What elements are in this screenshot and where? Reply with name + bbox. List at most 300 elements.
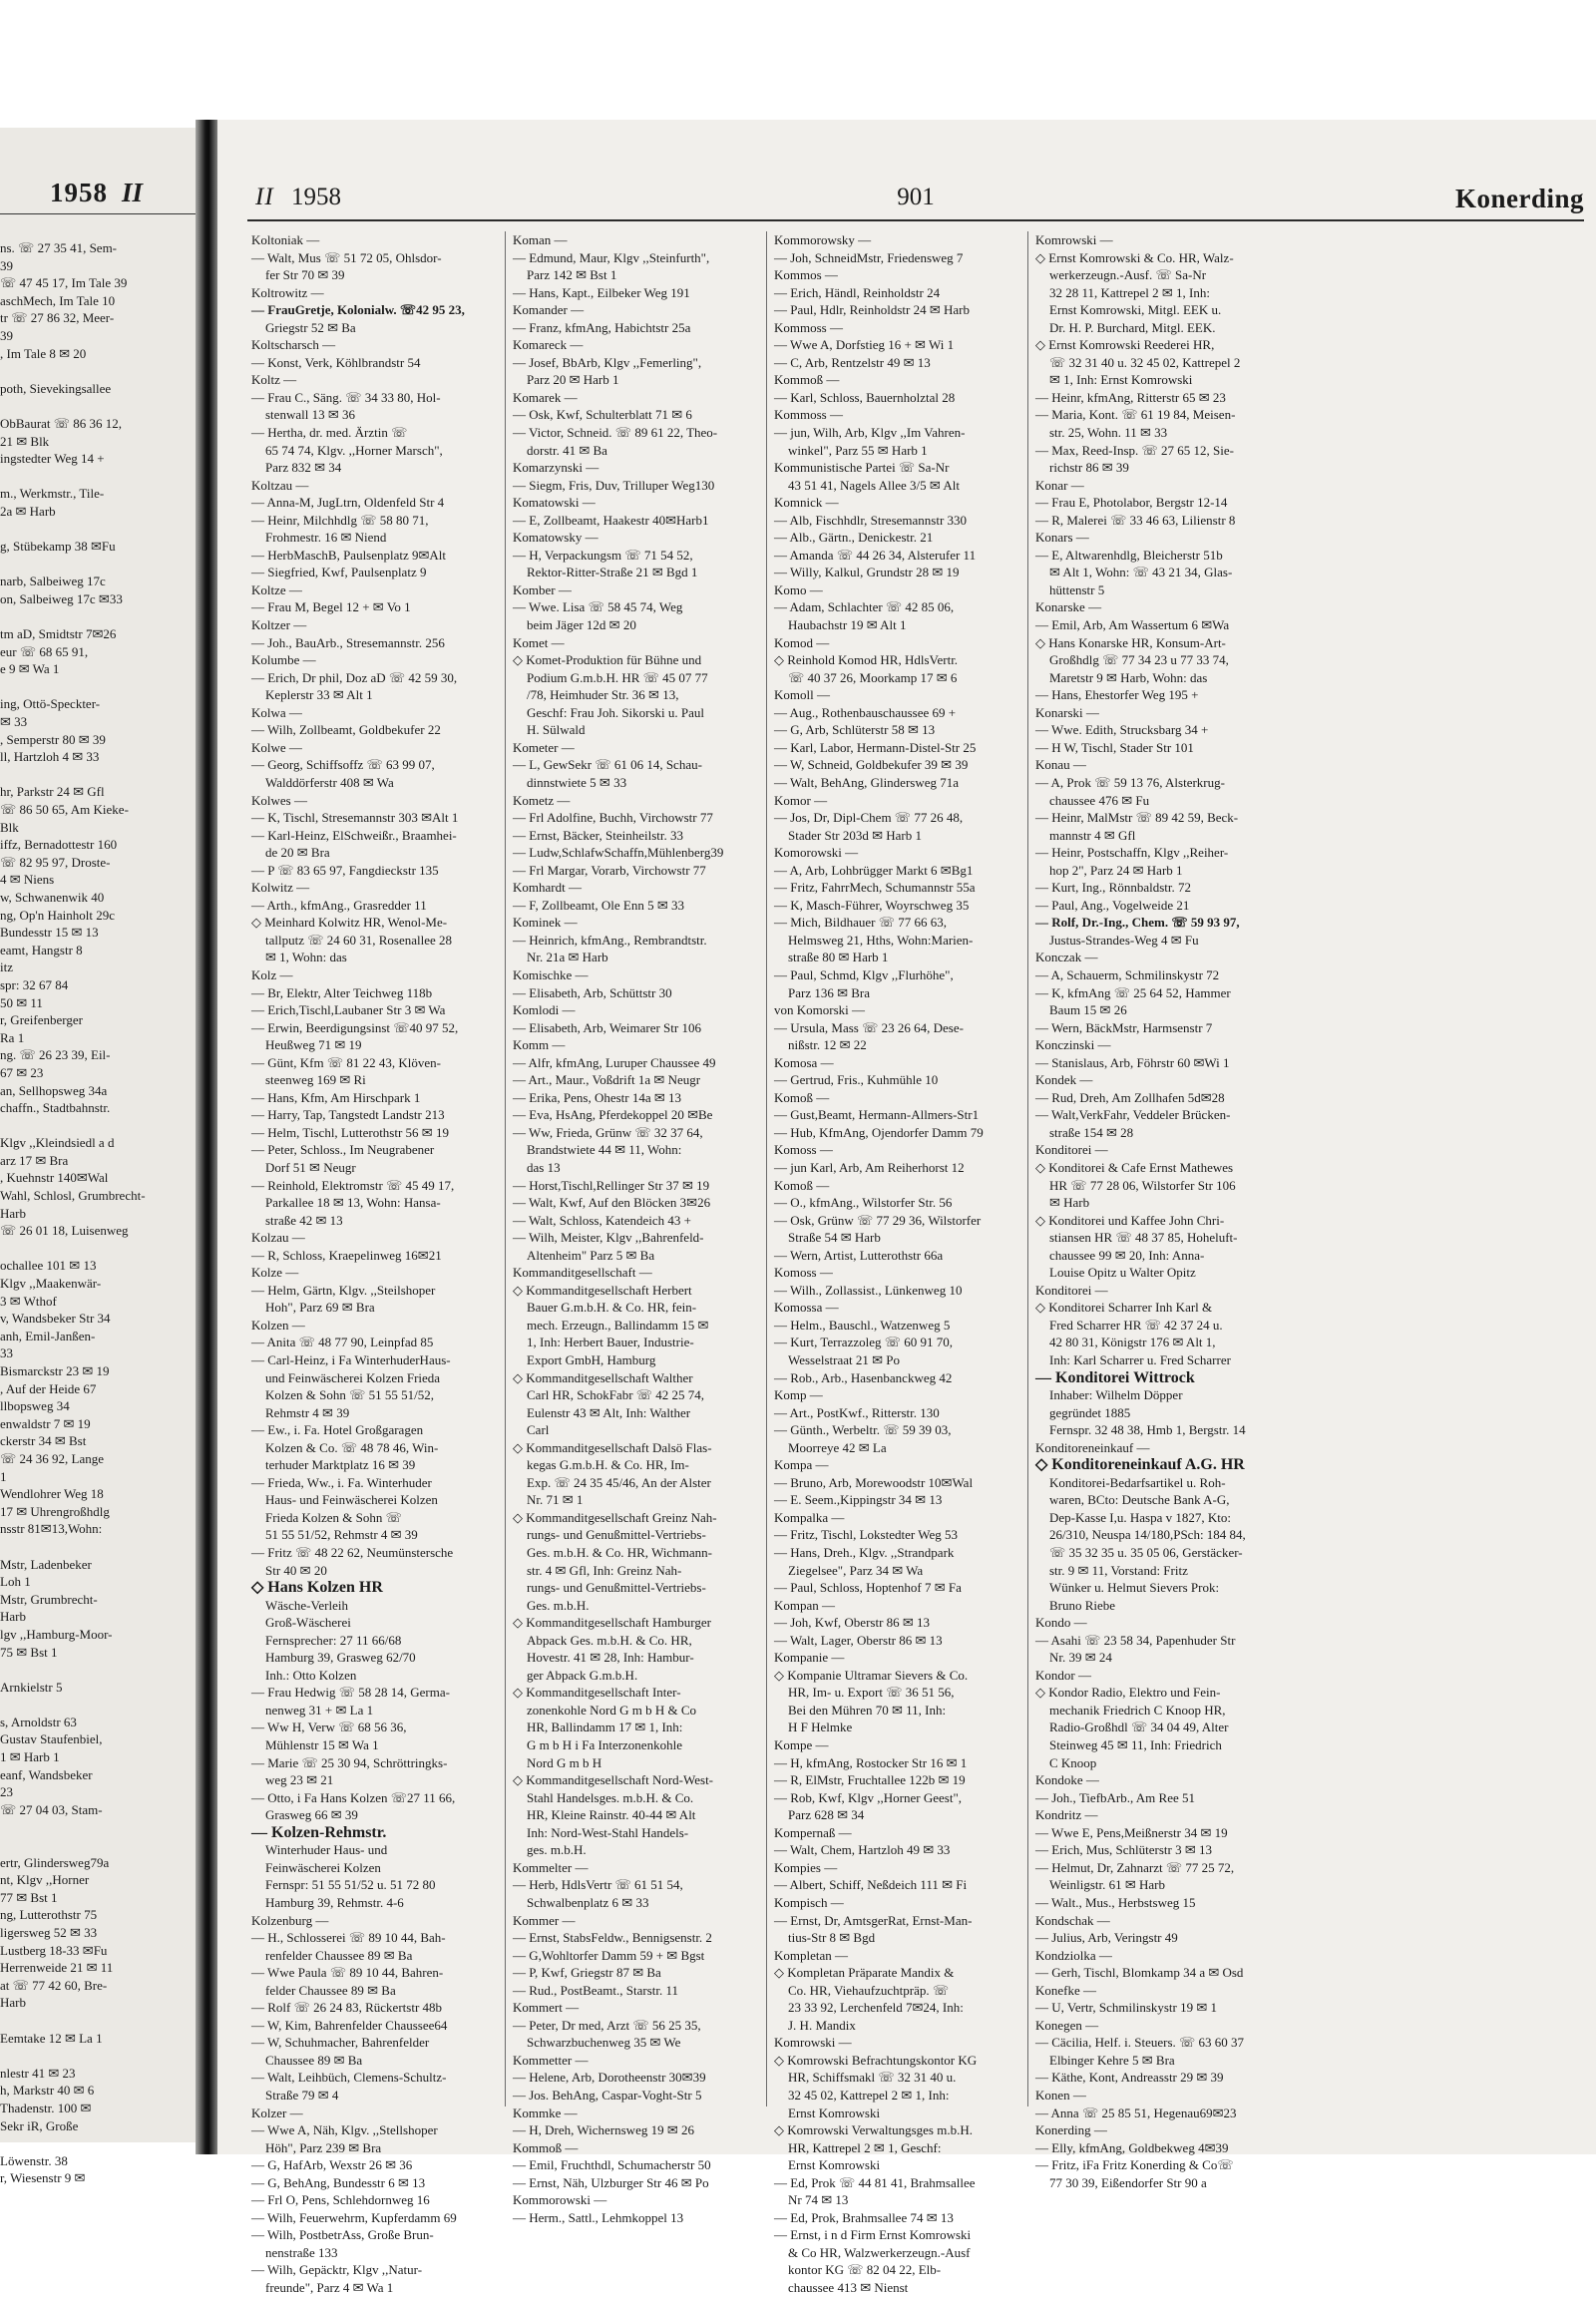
directory-entry-line: Wäsche-Verleih [265, 1597, 349, 1613]
directory-heading: Konerding — [1035, 2122, 1107, 2138]
directory-entry-line: winkel", Parz 55 ✉ Harb 1 [788, 442, 928, 458]
previous-page-line: lgv ,,Hamburg-Moor- [0, 1626, 113, 1642]
previous-page-line: ingstedter Weg 14 + [0, 451, 105, 467]
directory-entry-line: HR ☏ 77 28 06, Wilstorfer Str 106 [1049, 1177, 1236, 1193]
directory-entry-line: Nr. 21a ✉ Harb [527, 950, 608, 965]
directory-entry-line: — Ernst, Bäcker, Steinheilstr. 33 [513, 827, 683, 843]
directory-entry-line: — Gertrud, Fris., Kuhmühle 10 [774, 1072, 939, 1088]
directory-entry-line: de 20 ✉ Bra [265, 845, 330, 861]
directory-entry-line: Grasweg 66 ✉ 39 [265, 1807, 358, 1823]
previous-page-line [0, 607, 196, 625]
directory-columns [251, 231, 1588, 2295]
directory-entry-line: — Asahi ☏ 23 58 34, Papenhuder Str [1035, 1632, 1236, 1648]
previous-page-line: Mstr, Ladenbeker [0, 1556, 92, 1572]
previous-page-line: , Auf der Heide 67 [0, 1380, 97, 1396]
directory-entry-line: — Frl Margar, Vorarb, Virchowstr 77 [513, 862, 706, 878]
previous-page-line [0, 1240, 196, 1258]
directory-heading: Konditorei — [1035, 1142, 1108, 1158]
directory-heading: Konars — [1035, 530, 1089, 546]
previous-page-line: on, Salbeiweg 17c ✉33 [0, 590, 123, 606]
directory-entry-line: Inhaber: Wilhelm Döpper [1049, 1387, 1183, 1403]
directory-entry-line: — Kurt, Terrazzoleg ☏ 60 91 70, [774, 1335, 954, 1350]
directory-heading: Konarske — [1035, 599, 1102, 615]
directory-entry-line: ✉ Alt 1, Wohn: ☏ 43 21 34, Glas- [1049, 565, 1233, 580]
directory-entry-line: — jun Karl, Arb, Am Reiherhorst 12 [774, 1159, 965, 1175]
directory-heading: Komorowski — [774, 845, 859, 861]
directory-entry-line: — Hub, KfmAng, Ojendorfer Damm 79 [774, 1124, 984, 1140]
directory-entry-line: — Rolf, Dr.-Ing., Chem. ☏ 59 93 97, [1035, 915, 1240, 931]
directory-entry-line: Fernsprecher: 27 11 66/68 [265, 1632, 402, 1648]
directory-entry-line: Podium G.m.b.H. HR ☏ 45 07 77 [527, 669, 708, 685]
directory-entry-line: Export GmbH, Hamburg [527, 1352, 656, 1367]
directory-heading: Kometz — [513, 792, 571, 808]
previous-page-line: iffz, Bernadottestr 160 [0, 837, 118, 853]
directory-heading: Komoll — [774, 687, 830, 703]
previous-page-line [0, 521, 196, 539]
directory-column-4 [1035, 231, 1285, 2190]
directory-entry-line: ◇ Reinhold Komod HR, HdlsVertr. [774, 652, 959, 668]
directory-entry-line: — Aug., Rothenbauschaussee 69 + [774, 704, 957, 720]
previous-page-line: h, Markstr 40 ✉ 6 [0, 2083, 95, 2099]
previous-page-line [0, 1661, 196, 1679]
directory-heading: Kommoß — [774, 372, 840, 388]
previous-page-line: v, Wandsbeker Str 34 [0, 1311, 111, 1327]
previous-page-line: tm aD, Smidtstr 7✉26 [0, 626, 117, 642]
directory-heading: Kolzau — [251, 1230, 305, 1246]
directory-entry-line: Groß-Wäscherei [265, 1615, 351, 1631]
directory-entry-line: — HerbMaschB, Paulsenplatz 9✉Alt [251, 547, 447, 563]
previous-page-line [0, 1696, 196, 1714]
previous-page-line: w, Schwanenwik 40 [0, 889, 105, 905]
directory-entry-line: — Rud., PostBeamt., Starstr. 11 [513, 1982, 678, 1998]
directory-heading: Kommert — [513, 2000, 580, 2016]
directory-entry-line: — Erika, Pens, Ohestr 14a ✉ 13 [513, 1089, 682, 1105]
directory-entry-line: Parkallee 18 ✉ 13, Wohn: Hansa- [265, 1195, 441, 1211]
directory-heading: Koltscharsch — [251, 337, 336, 353]
directory-entry-line: tallputz ☏ 24 60 31, Rosenallee 28 [265, 932, 453, 948]
directory-entry-line: — Helm, Gärtn, Klgv. ,,Steilshoper [251, 1282, 436, 1298]
directory-entry-line: — Frl Adolfine, Buchh, Virchowstr 77 [513, 810, 713, 826]
directory-entry-line: 77 30 39, Eißendorfer Str 90 a [1049, 2174, 1207, 2190]
directory-entry-line: — Hans, Kapt., Eilbeker Weg 191 [513, 284, 690, 300]
directory-entry-line: Ges. m.b.H. & Co. HR, Wichmann- [527, 1545, 712, 1561]
directory-entry-line: — Walt, Mus ☏ 51 72 05, Ohlsdor- [251, 249, 442, 265]
directory-entry-line: Straße 54 ✉ Harb [788, 1230, 881, 1246]
directory-entry-line: Nord G m b H [527, 1754, 602, 1770]
directory-entry-line: — Elisabeth, Arb, Schüttstr 30 [513, 984, 672, 1000]
previous-page-line: ng, Op'n Hainholt 29c [0, 907, 115, 923]
directory-entry-line: Altenheim" Parz 5 ✉ Ba [527, 1247, 655, 1263]
previous-page-line: Wahl, Schlosl, Grumbrecht- [0, 1188, 146, 1204]
previous-page-line: ckerstr 34 ✉ Bst [0, 1433, 87, 1449]
directory-heading: Kompisch — [774, 1894, 844, 1910]
directory-entry-line: Parz 136 ✉ Bra [788, 984, 871, 1000]
directory-entry-line: Ges. m.b.H. [527, 1597, 590, 1613]
directory-entry-line: — Paul, Schloss, Hoptenhof 7 ✉ Fa [774, 1580, 962, 1596]
directory-entry-line: — Walt, Chem, Hartzloh 49 ✉ 33 [774, 1842, 951, 1858]
directory-entry-line: — Elly, kfmAng, Goldbekweg 4✉39 [1035, 2139, 1229, 2155]
directory-entry-line: — Paul, Ang., Vogelweide 21 [1035, 897, 1190, 913]
previous-page-line: Löwenstr. 38 [0, 2152, 68, 2168]
previous-page-line: ing, Ottö-Speckter- [0, 696, 101, 712]
directory-entry-line: mannstr 4 ✉ Gfl [1049, 827, 1136, 843]
directory-heading: Kommelter — [513, 1859, 589, 1875]
directory-entry-line: — Wwe. Edith, Strucksbarg 34 + [1035, 722, 1209, 738]
directory-entry-line: straße 80 ✉ Harb 1 [788, 950, 889, 965]
directory-entry-line: dinnstwiete 5 ✉ 33 [527, 774, 627, 790]
directory-heading: Kompalka — [774, 1509, 845, 1525]
previous-page-line: 2a ✉ Harb [0, 503, 56, 519]
directory-entry-line: Parz 20 ✉ Harb 1 [527, 372, 619, 388]
directory-entry-line: Höh", Parz 239 ✉ Bra [265, 2139, 382, 2155]
directory-entry-line: Ernst Komrowski [788, 2105, 881, 2120]
directory-heading: Konditorei — [1035, 1282, 1108, 1298]
directory-entry-line: nenstraße 133 [265, 2244, 338, 2260]
directory-entry-line: — U, Vertr, Schmilinskystr 19 ✉ 1 [1035, 2000, 1218, 2016]
directory-entry-line: kegas G.m.b.H. & Co. HR, Im- [527, 1457, 689, 1473]
directory-entry-line: — E, Altwarenhdlg, Bleicherstr 51b [1035, 547, 1223, 563]
directory-entry-line: Stahl Handelsges. m.b.H. & Co. [527, 1789, 694, 1805]
directory-entry-line: H F Helmke [788, 1720, 853, 1735]
directory-entry-line: — Walt, Leihbüch, Clemens-Schultz- [251, 2070, 447, 2086]
previous-page-line: g, Stübekamp 38 ✉Fu [0, 539, 116, 555]
directory-entry-line: Louise Opitz u Walter Opitz [1049, 1265, 1196, 1281]
directory-heading: Kolwitz — [251, 880, 310, 896]
directory-entry-line: Elbinger Kehre 5 ✉ Bra [1049, 2052, 1175, 2068]
directory-heading: Komareck — [513, 337, 584, 353]
previous-page-line: Mstr, Grumbrecht- [0, 1591, 98, 1607]
directory-entry-line: weg 23 ✉ 21 [265, 1772, 334, 1788]
directory-page [217, 120, 1596, 2295]
directory-entry-line: — R, Malerei ☏ 33 46 63, Lilienstr 8 [1035, 512, 1236, 528]
directory-heading: Kolzer — [251, 2105, 303, 2120]
directory-entry-line: felder Chaussee 89 ✉ Ba [265, 1982, 396, 1998]
directory-entry-line: — Osk, Grünw ☏ 77 29 36, Wilstorfer [774, 1212, 982, 1228]
directory-heading: Kolwe — [251, 739, 302, 755]
directory-entry-line: — W, Schuhmacher, Bahrenfelder [251, 2035, 430, 2051]
directory-heading: Kolumbe — [251, 652, 316, 668]
directory-heading: Kolwes — [251, 792, 307, 808]
directory-entry-line: Inh: Nord-West-Stahl Handels- [527, 1824, 689, 1840]
directory-entry-line: Hoh", Parz 69 ✉ Bra [265, 1300, 375, 1316]
directory-entry-line: — Maria, Kont. ☏ 61 19 84, Meisen- [1035, 407, 1236, 423]
directory-entry-line: chaussee 99 ✉ 20, Inh: Anna- [1049, 1247, 1205, 1263]
previous-page-line: eur ☏ 68 65 91, [0, 643, 89, 659]
directory-entry-line: ◇ Kompanie Ultramar Sievers & Co. [774, 1667, 969, 1683]
directory-entry-line: — Wilh, Feuerwehrm, Kupferdamm 69 [251, 2209, 457, 2225]
directory-entry-line: ◇ Komrowski Verwaltungsges m.b.H. [774, 2122, 973, 2138]
book-gutter [196, 120, 217, 2154]
directory-entry-line: — Frau C., Säng. ☏ 34 33 80, Hol- [251, 389, 441, 405]
directory-entry-line: — Wilh, Meister, Klgv ,,Bahrenfeld- [513, 1230, 704, 1246]
directory-entry-line: — Alfr, kfmAng, Luruper Chaussee 49 [513, 1054, 716, 1070]
directory-entry-line: Heußweg 71 ✉ 19 [265, 1037, 362, 1053]
directory-entry-line: — K, Masch-Führer, Woyrschweg 35 [774, 897, 970, 913]
directory-entry-line: /78, Heimhuder Str. 36 ✉ 13, [527, 687, 679, 703]
directory-entry-line: — A, Arb, Lohbrügger Markt 6 ✉Bg1 [774, 862, 974, 878]
directory-heading: Komoß — [774, 1177, 830, 1193]
directory-entry-line: — Rud, Dreh, Am Zollhafen 5d✉28 [1035, 1089, 1225, 1105]
directory-entry-line: — Wern, BäckMstr, Harmsenstr 7 [1035, 1019, 1213, 1035]
directory-entry-line: Fernspr. 32 48 38, Hmb 1, Bergstr. 14 [1049, 1422, 1246, 1438]
directory-entry-line: Dorf 51 ✉ Neugr [265, 1159, 356, 1175]
previous-page-line [0, 1117, 196, 1135]
directory-entry-line: — Erich, Mus, Schlüterstr 3 ✉ 13 [1035, 1842, 1212, 1858]
directory-entry-line: gegründet 1885 [1049, 1404, 1131, 1420]
directory-heading: Konau — [1035, 757, 1086, 773]
directory-entry-line: — Erich,Tischl,Laubaner Str 3 ✉ Wa [251, 1002, 446, 1018]
directory-heading: Komor — [774, 792, 828, 808]
directory-heading: Kondritz — [1035, 1807, 1098, 1823]
directory-entry-line: — Hans, Dreh., Klgv. ,,Strandpark [774, 1545, 955, 1561]
directory-entry-line: — Herb, HdlsVertr ☏ 61 51 54, [513, 1877, 683, 1893]
previous-page-line: 21 ✉ Blk [0, 433, 50, 449]
previous-page-line [0, 2047, 196, 2065]
directory-entry-line: — Wwe E, Pens,Meißnerstr 34 ✉ 19 [1035, 1824, 1228, 1840]
directory-entry-line: — Marie ☏ 25 30 94, Schröttringks- [251, 1754, 448, 1770]
directory-entry-line: — Siegm, Fris, Duv, Trilluper Weg130 [513, 477, 715, 493]
directory-entry-line: ◇ Kommanditgesellschaft Herbert [513, 1282, 692, 1298]
directory-entry-line: ges. m.b.H. [527, 1842, 587, 1858]
directory-entry-line: nenweg 31 + ✉ La 1 [265, 1702, 374, 1718]
directory-heading: Koman — [513, 232, 568, 247]
directory-entry-line: chaussee 413 ✉ Nienst [788, 2279, 909, 2295]
previous-page-line: ertr, Glindersweg79a [0, 1854, 110, 1870]
directory-entry-line: ◇ Konditorei Scharrer Inh Karl & [1035, 1300, 1213, 1316]
directory-entry-line: zonenkohle Nord G m b H & Co [527, 1702, 697, 1718]
previous-page-line: e 9 ✉ Wa 1 [0, 661, 60, 677]
directory-entry-line: — Konditorei Wittrock [1035, 1368, 1195, 1386]
directory-entry-line: — Wilh, Zollbeamt, Goldbekufer 22 [251, 722, 441, 738]
directory-entry-line: — Siegfried, Kwf, Paulsenplatz 9 [251, 565, 427, 580]
directory-entry-line: nißstr. 12 ✉ 22 [788, 1037, 867, 1053]
directory-entry-line: — Horst,Tischl,Rellinger Str 37 ✉ 19 [513, 1177, 710, 1193]
directory-entry-line: — Art., Maur., Voßdrift 1a ✉ Neugr [513, 1072, 701, 1088]
directory-heading: Komp — [774, 1387, 823, 1403]
directory-entry-line: — Otto, i Fa Hans Kolzen ☏27 11 66, [251, 1789, 456, 1805]
directory-entry-line: 26/310, Neuspa 14/180,PSch: 184 84, [1049, 1527, 1246, 1543]
directory-entry-line: — Franz, kfmAng, Habichtstr 25a [513, 319, 691, 335]
directory-heading: Komoss — [774, 1142, 833, 1158]
directory-entry-line: — Joh., TiefbArb., Am Ree 51 [1035, 1789, 1195, 1805]
directory-heading: Komo — [774, 581, 823, 597]
directory-entry-line: — C, Arb, Rentzelstr 49 ✉ 13 [774, 354, 931, 370]
directory-entry-line: ☏ 35 32 35 u. 35 05 06, Gerstäcker- [1049, 1545, 1243, 1561]
directory-entry-line: — R, Schloss, Kraepelinweg 16✉21 [251, 1247, 442, 1263]
directory-heading: Komrowski — [1035, 232, 1113, 247]
directory-entry-line: — Ww H, Verw ☏ 68 56 36, [251, 1720, 407, 1735]
directory-entry-line: straße 42 ✉ 13 [265, 1212, 343, 1228]
directory-entry-line: 42 80 31, Königstr 176 ✉ Alt 1, [1049, 1335, 1216, 1350]
directory-entry-line: — Karl, Schloss, Bauernholztal 28 [774, 389, 956, 405]
directory-entry-line: — Walt., Mus., Herbstsweg 15 [1035, 1894, 1196, 1910]
directory-entry-line: Straße 79 ✉ 4 [265, 2087, 339, 2103]
previous-page-line: 1 [0, 1468, 7, 1484]
directory-entry-line: 32 28 11, Kattrepel 2 ✉ 1, Inh: [1049, 284, 1210, 300]
previous-page-line: Thadenstr. 100 ✉ [0, 2100, 92, 2115]
directory-entry-line: Wünker u. Helmut Sievers Prok: [1049, 1580, 1220, 1596]
column-divider [505, 231, 506, 2106]
directory-entry-line: — G, HafArb, Wexstr 26 ✉ 36 [251, 2157, 413, 2173]
directory-entry-line: — FrauGretje, Kolonialw. ☏42 95 23, [251, 302, 465, 318]
directory-entry-line: rungs- und Genußmittel-Vertriebs- [527, 1580, 706, 1596]
directory-column-2 [513, 231, 762, 2225]
directory-entry-line: — Josef, BbArb, Klgv ,,Femerling", [513, 354, 702, 370]
directory-entry-line: — Amanda ☏ 44 26 34, Alsterufer 11 [774, 547, 977, 563]
directory-column-1 [251, 231, 501, 2295]
directory-entry-line: mech. Erzeugn., Ballindamm 15 ✉ [527, 1317, 709, 1333]
header-roman-numeral: II [255, 184, 274, 210]
directory-entry-line: — Fritz ☏ 48 22 62, Neumünstersche [251, 1545, 454, 1561]
directory-entry-line: Str 40 ✉ 20 [265, 1562, 327, 1578]
directory-entry-line: das 13 [527, 1159, 561, 1175]
directory-entry-line: — G,Wohltorfer Damm 59 + ✉ Bgst [513, 1947, 705, 1963]
directory-entry-line: ◇ Ernst Komrowski & Co. HR, Walz- [1035, 249, 1234, 265]
directory-entry-line: — H W, Tischl, Stader Str 101 [1035, 739, 1194, 755]
directory-heading: Konarski — [1035, 704, 1099, 720]
previous-page-line: Ra 1 [0, 1029, 25, 1045]
directory-entry-line: — Karl-Heinz, ElSchweißr., Braamhei- [251, 827, 457, 843]
directory-heading: Kondschak — [1035, 1912, 1110, 1928]
directory-entry-line: — Eva, HsAng, Pferdekoppel 20 ✉Be [513, 1107, 713, 1123]
previous-page-line: 4 ✉ Niens [0, 872, 55, 888]
directory-entry-line: terhuder Marktplatz 16 ✉ 39 [265, 1457, 416, 1473]
directory-entry-line: ◇ Kommanditgesellschaft Dalsö Flas- [513, 1439, 712, 1455]
directory-entry-line: — Jos. BehAng, Caspar-Voght-Str 5 [513, 2087, 702, 2103]
directory-column-3 [774, 231, 1023, 2295]
directory-entry-line: Schwalbenplatz 6 ✉ 33 [527, 1894, 649, 1910]
directory-entry-line: — A, Schauerm, Schmilinskystr 72 [1035, 966, 1220, 982]
directory-entry-line: — Reinhold, Elektromstr ☏ 45 49 17, [251, 1177, 455, 1193]
directory-entry-line: ◇ Kommanditgesellschaft Hamburger [513, 1615, 711, 1631]
directory-heading: Kolze — [251, 1265, 299, 1281]
previous-page-line: aschMech, Im Tale 10 [0, 292, 116, 308]
directory-entry-line: — Ernst, StabsFeldw., Bennigsenstr. 2 [513, 1930, 712, 1946]
directory-heading: Kondziolka — [1035, 1947, 1112, 1963]
previous-page-line: 39 [0, 257, 13, 273]
directory-entry-line: — Ernst, i n d Firm Ernst Komrowski [774, 2227, 972, 2243]
directory-entry-line: Großhdlg ☏ 77 34 23 u 77 33 74, [1049, 652, 1229, 668]
directory-entry-line: — H, Verpackungsm ☏ 71 54 52, [513, 547, 693, 563]
directory-entry-line: — Walt, Lager, Oberstr 86 ✉ 13 [774, 1632, 943, 1648]
directory-entry-line: — Joh., BauArb., Stresemannstr. 256 [251, 634, 445, 650]
directory-heading: Komod — [774, 634, 830, 650]
directory-entry-line: — Hans, Ehestorfer Weg 195 + [1035, 687, 1199, 703]
directory-entry-line: G m b H i Fa Interzonenkohle [527, 1737, 682, 1753]
directory-entry-line: — Wilh, PostbetrAss, Große Brun- [251, 2227, 434, 2243]
directory-entry-line: — L, GewSekr ☏ 61 06 14, Schau- [513, 757, 702, 773]
previous-page-line: Eemtake 12 ✉ La 1 [0, 2030, 103, 2046]
directory-entry-line: — Ed, Prok ☏ 44 81 41, Brahmsallee [774, 2174, 976, 2190]
directory-entry-line: — Peter, Dr med, Arzt ☏ 56 25 35, [513, 2017, 701, 2033]
directory-entry-line: Dep-Kasse I,u. Haspa v 1827, Kto: [1049, 1509, 1231, 1525]
directory-entry-line: ◇ Konditoreneinkauf A.G. HR [1035, 1456, 1245, 1474]
directory-entry-line: Co. HR, Viehaufzuchtpräp. ☏ [788, 1982, 950, 1998]
directory-entry-line: ◇ Komrowski Befrachtungskontor KG [774, 2052, 978, 2068]
directory-heading: Komoss — [774, 1265, 833, 1281]
previous-page-line: s, Arnoldstr 63 [0, 1714, 77, 1729]
directory-heading: Komander — [513, 302, 585, 318]
directory-entry-line: — Günt, Kfm ☏ 81 22 43, Klöven- [251, 1054, 441, 1070]
directory-entry-line: Winterhuder Haus- und [265, 1842, 388, 1858]
previous-page-line [0, 468, 196, 486]
directory-entry-line: Haubachstr 19 ✉ Alt 1 [788, 617, 907, 633]
directory-entry-line: — Wwe A, Näh, Klgv. ,,Stellshoper [251, 2122, 438, 2138]
directory-entry-line: Dr. H. P. Burchard, Mitgl. EEK. [1049, 319, 1216, 335]
directory-heading: Koltoniak — [251, 232, 320, 247]
directory-entry-line: H. Sülwald [527, 722, 586, 738]
previous-page-line: Harb [0, 1995, 26, 2011]
previous-page-line: itz [0, 959, 13, 975]
directory-entry-line: Hamburg 39, Grasweg 62/70 [265, 1650, 416, 1666]
previous-page-strip [0, 128, 196, 2186]
previous-page-line [0, 362, 196, 380]
directory-entry-line: str. 4 ✉ Gfl, Inh: Greinz Nah- [527, 1562, 682, 1578]
directory-entry-line: Brandstwiete 44 ✉ 11, Wohn: [527, 1142, 682, 1158]
header-year: 1958 [291, 184, 341, 210]
directory-heading: Konar — [1035, 477, 1084, 493]
directory-entry-line: — Albert, Schiff, Neßdeich 111 ✉ Fi [774, 1877, 968, 1893]
directory-entry-line: — Willy, Kalkul, Grundstr 28 ✉ 19 [774, 565, 960, 580]
directory-entry-line: — Br, Elektr, Alter Teichweg 118b [251, 984, 433, 1000]
directory-entry-line: Parz 142 ✉ Bst 1 [527, 267, 617, 283]
directory-heading: Konegen — [1035, 2017, 1099, 2033]
directory-heading: Kondor — [1035, 1667, 1091, 1683]
directory-entry-line: — Wwe Paula ☏ 89 10 44, Bahren- [251, 1965, 444, 1981]
directory-entry-line: stenwall 13 ✉ 36 [265, 407, 355, 423]
directory-heading: Kommos — [774, 267, 838, 283]
directory-entry-line: — Peter, Schloss., Im Neugrabener [251, 1142, 435, 1158]
directory-entry-line: — Edmund, Maur, Klgv ,,Steinfurth", [513, 249, 710, 265]
directory-heading: Koltze — [251, 581, 302, 597]
directory-entry-line: waren, BCto: Deutsche Bank A-G, [1049, 1492, 1230, 1508]
directory-heading: Konen — [1035, 2087, 1086, 2103]
previous-page-line: 17 ✉ Uhrengroßhdlg [0, 1503, 110, 1519]
directory-heading: Kompernaß — [774, 1824, 852, 1840]
directory-entry-line: — Karl, Labor, Hermann-Distel-Str 25 [774, 739, 977, 755]
directory-entry-line: Frohmestr. 16 ✉ Niend [265, 530, 387, 546]
directory-entry-line: Hovestr. 41 ✉ 28, Inh: Hambur- [527, 1650, 694, 1666]
directory-entry-line: — Bruno, Arb, Morewoodstr 10✉Wal [774, 1474, 974, 1490]
directory-entry-line: — Wern, Artist, Lutterothstr 66a [774, 1247, 944, 1263]
directory-entry-line: tius-Str 8 ✉ Bgd [788, 1930, 876, 1946]
previous-page-roman: II [122, 178, 144, 207]
directory-entry-line: Nr 74 ✉ 13 [788, 2192, 849, 2208]
directory-entry-line: — Wwe. Lisa ☏ 58 45 74, Weg [513, 599, 683, 615]
previous-page-line: Blk [0, 819, 19, 835]
directory-entry-line: — G, BehAng, Bundesstr 6 ✉ 13 [251, 2174, 426, 2190]
directory-entry-line: — Stanislaus, Arb, Föhrstr 60 ✉Wi 1 [1035, 1054, 1230, 1070]
directory-entry-line: — Frau Hedwig ☏ 58 28 14, Germa- [251, 1685, 450, 1701]
directory-entry-line: — Emil, Fruchthdl, Schumacherstr 50 [513, 2157, 711, 2173]
directory-entry-line: — G, Arb, Schlüterstr 58 ✉ 13 [774, 722, 936, 738]
directory-entry-line: — E, Zollbeamt, Haakestr 40✉Harb1 [513, 512, 709, 528]
directory-entry-line: — Günth., Werbeltr. ☏ 59 39 03, [774, 1422, 952, 1438]
directory-entry-line: — Alb., Gärtn., Denickestr. 21 [774, 530, 934, 546]
header-keyword: Konerding [1454, 184, 1584, 213]
directory-entry-line: HR, Im- u. Export ☏ 36 51 56, [788, 1685, 955, 1701]
directory-entry-line: Fernspr: 51 55 51/52 u. 51 72 80 [265, 1877, 436, 1893]
previous-page-line: Klgv ,,Maakenwär- [0, 1276, 102, 1292]
directory-heading: Kolwa — [251, 704, 302, 720]
directory-entry-line: Kolzen & Sohn ☏ 51 55 51/52, [265, 1387, 434, 1403]
directory-entry-line: ☏ 32 31 40 u. 32 45 02, Kattrepel 2 [1049, 354, 1241, 370]
directory-entry-line: Weinligstr. 61 ✉ Harb [1049, 1877, 1165, 1893]
directory-entry-line: — Fritz, FahrrMech, Schumannstr 55a [774, 880, 976, 896]
directory-entry-line: ☏ 40 37 26, Moorkamp 17 ✉ 6 [788, 669, 958, 685]
directory-entry-line: — P ☏ 83 65 97, Fangdieckstr 135 [251, 862, 439, 878]
directory-entry-line: — H, kfmAng, Rostocker Str 16 ✉ 1 [774, 1754, 968, 1770]
